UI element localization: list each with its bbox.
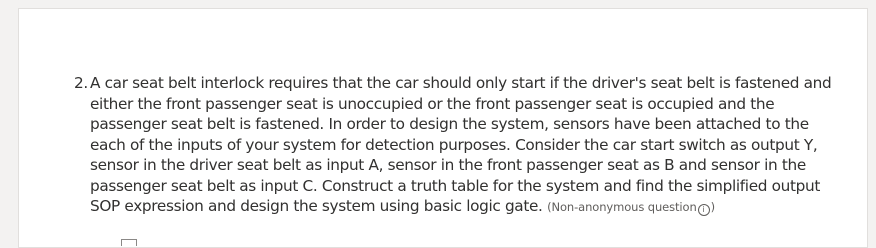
non-anonymous-note [547,200,715,214]
answer-checkbox[interactable] [121,239,137,246]
info-icon[interactable]: i [698,204,710,216]
question-block [74,73,844,218]
question-card [18,8,868,248]
question-text: A car seat belt interlock requires that the car should only start if the driver's seat belt is fastened and either the front passenger seat is unoccupied or the front passenger seat is occupied and the passenger seat belt is fastened. In order to design the system, sensors have been attached to the each of the inputs of your system for detection purposes. Consider the car start switch as output Y, sensor in the driver seat belt as input A, sensor in the front passenger seat as B and sensor in the passenger seat belt as input C. Construct a truth table for the system and find the simplified output SOP expression and design the system using basic logic gate. [90,74,832,215]
note-prefix: (Non-anonymous question [547,200,697,214]
question-number: 2. [74,74,88,92]
note-suffix: ) [710,200,716,214]
question-body [90,73,844,218]
